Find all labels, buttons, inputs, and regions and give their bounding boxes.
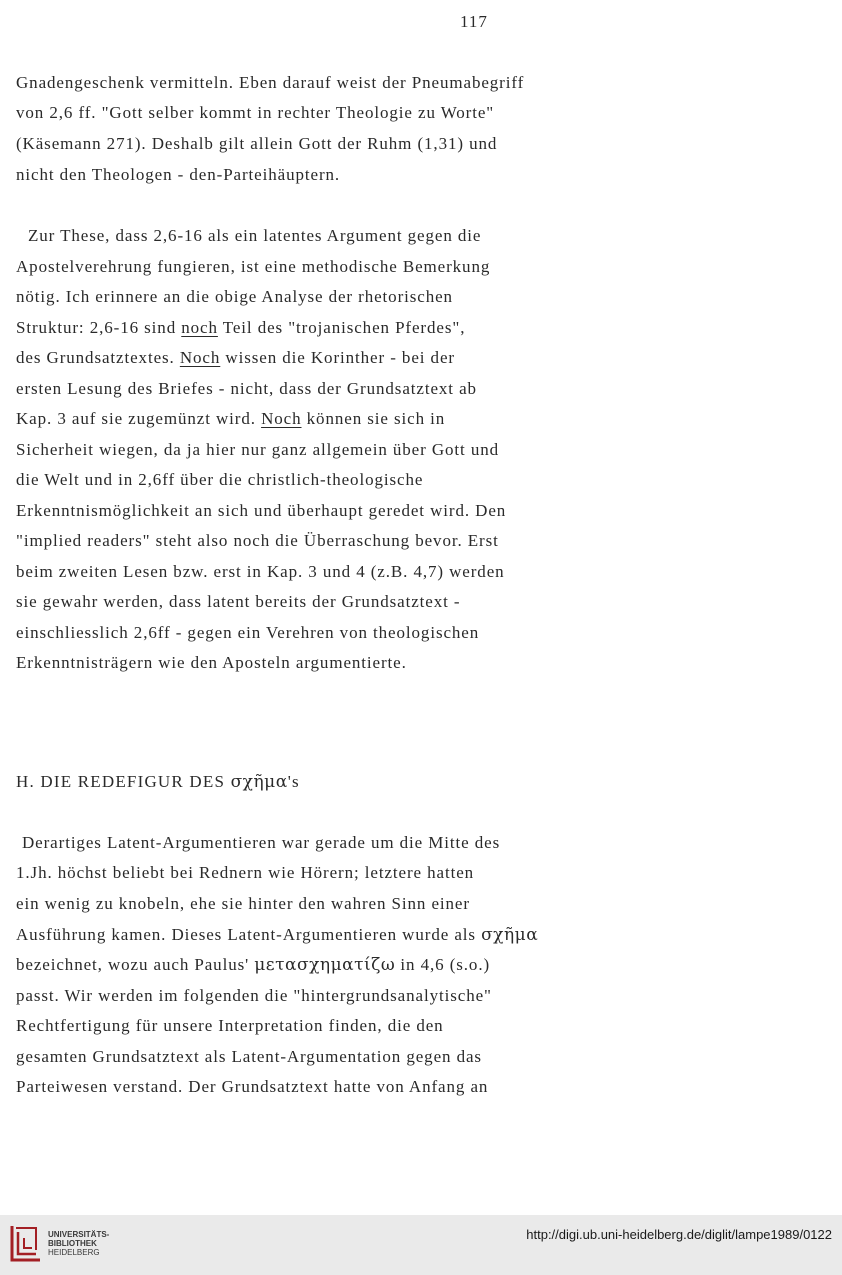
text-line: (Käsemann 271). Deshalb gilt allein Gott der Ruhm (1,31) und (16, 134, 498, 153)
text-line: Parteiwesen verstand. Der Grundsatztext hatte von Anfang an (16, 1077, 489, 1096)
logo-line: HEIDELBERG (48, 1248, 100, 1257)
section-heading (16, 772, 300, 792)
text-segment: Kap. 3 auf sie zugemünzt wird. (16, 409, 262, 428)
text-segment: Struktur: 2,6-16 sind (16, 318, 182, 337)
text-line (16, 955, 490, 975)
logo-line: BIBLIOTHEK (48, 1239, 97, 1248)
text-line (16, 318, 465, 338)
text-line: ein wenig zu knobeln, ehe sie hinter den wahren Sinn einer (16, 894, 470, 913)
text-segment: in 4,6 (s.o.) (395, 955, 491, 974)
text-line: passt. Wir werden im folgenden die "hintergrundsanalytische" (16, 986, 492, 1005)
footer-bar (0, 1215, 842, 1275)
text-line (16, 348, 455, 368)
text-line (16, 409, 445, 429)
greek-word: μετασχηματίζω (254, 955, 396, 975)
text-line: beim zweiten Lesen bzw. erst in Kap. 3 und 4 (z.B. 4,7) werden (16, 562, 505, 581)
underlined-word: noch (181, 318, 218, 337)
text-line: "implied readers" steht also noch die Überraschung bevor. Erst (16, 531, 499, 550)
text-line: Gnadengeschenk vermitteln. Eben darauf weist der Pneumabegriff (16, 73, 525, 92)
source-url[interactable]: http://digi.ub.uni-heidelberg.de/diglit/lampe1989/0122 (526, 1227, 832, 1242)
text-line: sie gewahr werden, dass latent bereits der Grundsatztext - (16, 592, 461, 611)
text-line: von 2,6 ff. "Gott selber kommt in rechter Theologie zu Worte" (16, 103, 495, 122)
text-segment: des Grundsatztextes. (16, 348, 180, 367)
text-line: Derartiges Latent-Argumentieren war gerade um die Mitte des (22, 833, 501, 852)
text-segment: können sie sich in (301, 409, 446, 428)
text-line: gesamten Grundsatztext als Latent-Argumentation gegen das (16, 1047, 482, 1066)
text-line: 1.Jh. höchst beliebt bei Rednern wie Hörern; letztere hatten (16, 863, 475, 882)
underlined-word: Noch (261, 409, 302, 428)
text-line: einschliesslich 2,6ff - gegen ein Verehren von theologischen (16, 623, 480, 642)
text-line: Sicherheit wiegen, da ja hier nur ganz allgemein über Gott und (16, 440, 500, 459)
text-line: nötig. Ich erinnere an die obige Analyse der rhetorischen (16, 287, 453, 306)
page-number: 117 (460, 12, 488, 31)
text-line (16, 925, 538, 945)
underlined-word: Noch (179, 348, 221, 367)
greek-word: σχῆμα (481, 925, 539, 945)
text-line: Zur These, dass 2,6-16 als ein latentes Argument gegen die (28, 226, 482, 245)
heading-suffix: 's (287, 772, 300, 791)
text-line: Erkenntnismöglichkeit an sich und überhaupt geredet wird. Den (16, 501, 507, 520)
text-line: die Welt und in 2,6ff über die christlich-theologische (16, 470, 424, 489)
text-line: Apostelverehrung fungieren, ist eine methodische Bemerkung (16, 257, 491, 276)
library-logo-icon (8, 1224, 44, 1264)
text-line: Erkenntnisträgern wie den Aposteln argumentierte. (16, 653, 407, 672)
library-logo-text (48, 1230, 109, 1257)
heading-text: H. DIE REDEFIGUR DES (16, 772, 231, 791)
text-segment: Ausführung kamen. Dieses Latent-Argumentieren wurde als (16, 925, 482, 944)
text-line: Rechtfertigung für unsere Interpretation finden, die den (16, 1016, 444, 1035)
heading-greek: σχῆμα (230, 772, 288, 792)
text-segment: Teil des "trojanischen Pferdes", (217, 318, 466, 337)
text-line: nicht den Theologen - den-Parteihäuptern. (16, 165, 341, 184)
logo-line: UNIVERSITÄTS- (48, 1230, 110, 1239)
text-segment: wissen die Korinther - bei der (220, 348, 455, 367)
text-segment: bezeichnet, wozu auch Paulus' (16, 955, 255, 974)
text-line: ersten Lesung des Briefes - nicht, dass der Grundsatztext ab (16, 379, 477, 398)
